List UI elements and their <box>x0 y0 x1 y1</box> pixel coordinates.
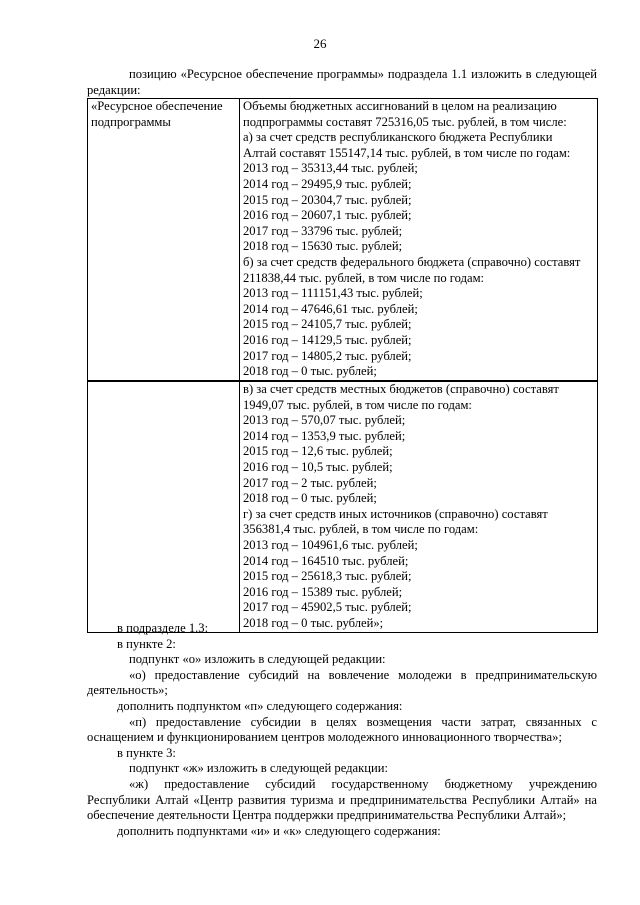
resource-table-part-2 <box>87 381 598 633</box>
body-paragraph: дополнить подпунктами «и» и «к» следующего содержания: <box>117 823 441 838</box>
table-label-cell <box>88 382 240 633</box>
table-label-line: «Ресурсное обеспечение <box>91 99 223 113</box>
table-line: 2015 год – 20304,7 тыс. рублей; <box>243 192 412 207</box>
body-paragraph: дополнить подпунктом «п» следующего содержания: <box>117 698 403 713</box>
body-paragraph: подпункт «ж» изложить в следующей редакции: <box>129 761 388 776</box>
table-line: 2014 год – 29495,9 тыс. рублей; <box>243 176 412 191</box>
resource-table-part-1 <box>87 98 598 381</box>
table-label-cell <box>88 99 240 381</box>
table-line: 2015 год – 24105,7 тыс. рублей; <box>243 317 412 332</box>
body-paragraph: «п) предоставление субсидии в целях возмещения части затрат, связанных с оснащением и функционированием центров молодежного инновационного творчества»; <box>87 714 597 745</box>
table-line: в) за счет средств местных бюджетов (справочно) составят <box>243 382 559 396</box>
table-line: 2016 год – 14129,5 тыс. рублей; <box>243 332 412 347</box>
table-line: 2016 год – 10,5 тыс. рублей; <box>243 459 393 474</box>
table-content-cell <box>240 382 598 633</box>
table-line: 2018 год – 15630 тыс. рублей; <box>243 239 403 254</box>
table-line: 2016 год – 20607,1 тыс. рублей; <box>243 208 412 223</box>
table-line: а) за счет средств республиканского бюджета Республики <box>243 130 553 145</box>
table-line: Объемы бюджетных ассигнований в целом на реализацию <box>243 99 557 113</box>
table-line: 356381,4 тыс. рублей, в том числе по годам: <box>243 522 479 537</box>
table-line: 2018 год – 0 тыс. рублей; <box>243 364 377 379</box>
table-line: 2014 год – 47646,61 тыс. рублей; <box>243 301 418 316</box>
table-line: г) за счет средств иных источников (справочно) составят <box>243 506 548 521</box>
table-line: б) за счет средств федерального бюджета (справочно) составят <box>243 254 581 269</box>
body-paragraph: «о) предоставление субсидий на вовлечение молодежи в предпринимательскую деятельность»; <box>87 667 597 698</box>
table-line: 1949,07 тыс. рублей, в том числе по годам: <box>243 397 472 412</box>
body-text <box>87 621 597 839</box>
table-line: 2016 год – 15389 тыс. рублей; <box>243 584 403 599</box>
table-line: 2017 год – 2 тыс. рублей; <box>243 475 377 490</box>
body-paragraph: в пункте 2: <box>117 636 176 651</box>
table-line: 2013 год – 111151,43 тыс. рублей; <box>243 286 423 301</box>
body-paragraph: «ж) предоставление субсидий государственному бюджетному учреждению Республики Алтай «Центр развития туризма и предпринимательства Республики Алтай» на обеспечение деятельности Центра поддержки предпринимательства Республики Алтай»; <box>87 776 597 823</box>
body-paragraph: в пункте 3: <box>117 745 176 760</box>
table-line: 2017 год – 45902,5 тыс. рублей; <box>243 600 412 615</box>
table-line: 2014 год – 1353,9 тыс. рублей; <box>243 428 406 443</box>
table-line: 2013 год – 570,07 тыс. рублей; <box>243 413 406 428</box>
table-line: 2013 год – 104961,6 тыс. рублей; <box>243 537 418 552</box>
page-number: 26 <box>313 36 327 51</box>
table-line: 2018 год – 0 тыс. рублей»; <box>243 615 384 630</box>
table-line: 2018 год – 0 тыс. рублей; <box>243 491 377 506</box>
table-content-cell <box>240 99 598 381</box>
table-line: 2015 год – 25618,3 тыс. рублей; <box>243 569 412 584</box>
table-line: 211838,44 тыс. рублей, в том числе по годам: <box>243 270 485 285</box>
intro-paragraph: позицию «Ресурсное обеспечение программы» подраздела 1.1 изложить в следующей редакции: <box>87 67 597 97</box>
table-line: 2015 год – 12,6 тыс. рублей; <box>243 444 393 459</box>
table-line: Алтай составят 155147,14 тыс. рублей, в том числе по годам: <box>243 145 571 160</box>
table-line: 2013 год – 35313,44 тыс. рублей; <box>243 161 418 176</box>
table-line: 2017 год – 33796 тыс. рублей; <box>243 223 403 238</box>
body-paragraph: в подразделе 1.3: <box>117 621 209 635</box>
table-line: подпрограммы составят 725316,05 тыс. рублей, в том числе: <box>243 114 567 129</box>
table-line: 2017 год – 14805,2 тыс. рублей; <box>243 348 412 363</box>
body-paragraph: подпункт «о» изложить в следующей редакции: <box>129 652 386 667</box>
table-line: 2014 год – 164510 тыс. рублей; <box>243 553 409 568</box>
table-label-line: подпрограммы <box>91 114 171 129</box>
